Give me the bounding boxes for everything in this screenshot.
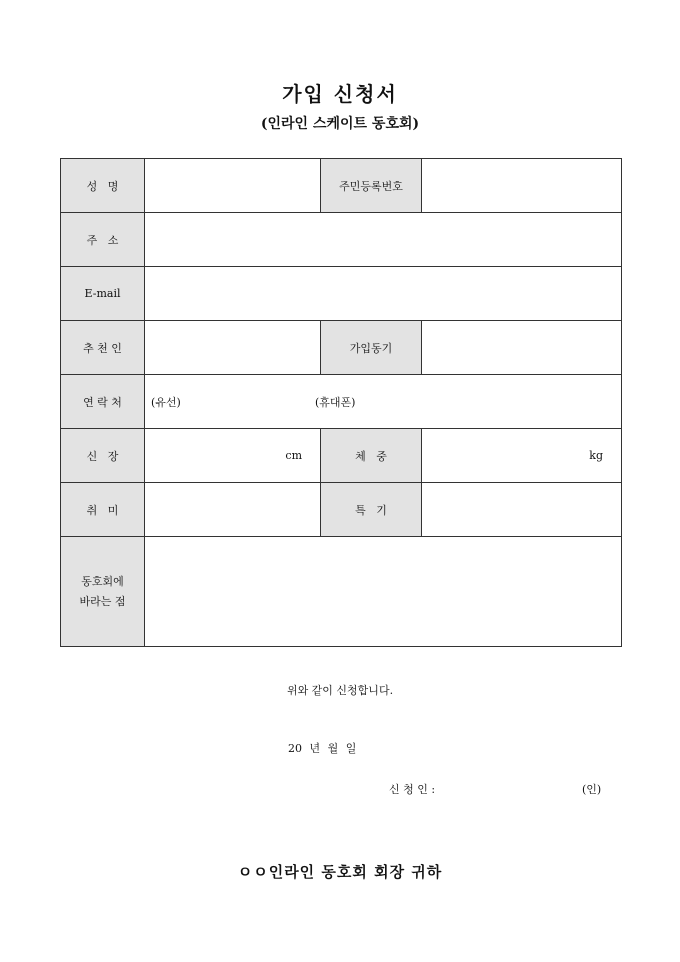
resident-id-field[interactable] [422,159,622,213]
address-row [61,213,622,267]
address-label: 주 소 [61,213,145,267]
contact-field[interactable] [145,375,622,429]
height-label: 신 장 [61,429,145,483]
mobile-label: (휴대폰) [315,396,356,409]
contact-label: 연 락 처 [61,375,145,429]
wish-row [61,537,622,647]
height-unit: cm [285,449,302,462]
applicant-label: 신 청 인 : [389,783,436,796]
referrer-label: 추 천 인 [61,321,145,375]
special-skill-field[interactable] [422,483,622,537]
email-row [61,267,622,321]
hobby-field[interactable] [145,483,321,537]
motive-field[interactable] [422,321,622,375]
document-title: 가입 신청서 [282,82,398,106]
motive-label: 가입동기 [321,321,422,375]
email-field[interactable] [145,267,622,321]
confirmation-text: 위와 같이 신청합니다. [286,684,394,697]
email-label: E-mail [61,267,145,321]
name-field[interactable] [145,159,321,213]
address-field[interactable] [145,213,622,267]
hobby-row [61,483,622,537]
document-subtitle: (인라인 스케이트 동호회) [260,116,420,132]
referrer-field[interactable] [145,321,321,375]
resident-id-label: 주민등록번호 [321,159,422,213]
hobby-label: 취 미 [61,483,145,537]
date-line: 20 년 월 일 [288,742,357,755]
height-field[interactable] [145,429,321,483]
contact-row [61,375,622,429]
wish-label-line2: 바라는 점 [79,594,126,608]
weight-label: 체 중 [321,429,422,483]
special-skill-label: 특 기 [321,483,422,537]
weight-unit: kg [589,449,603,462]
wish-label-line1: 동호회에 [81,574,124,588]
landline-label: (유선) [151,396,181,409]
addressee-line: ㅇㅇ인라인 동호회 회장 귀하 [237,863,443,881]
application-form-table [60,158,622,647]
wish-field[interactable] [145,537,622,647]
wish-label [61,537,145,647]
seal-mark: (인) [582,783,602,796]
name-label: 성 명 [61,159,145,213]
height-row [61,429,622,483]
weight-field[interactable] [422,429,622,483]
name-row [61,159,622,213]
referrer-row [61,321,622,375]
